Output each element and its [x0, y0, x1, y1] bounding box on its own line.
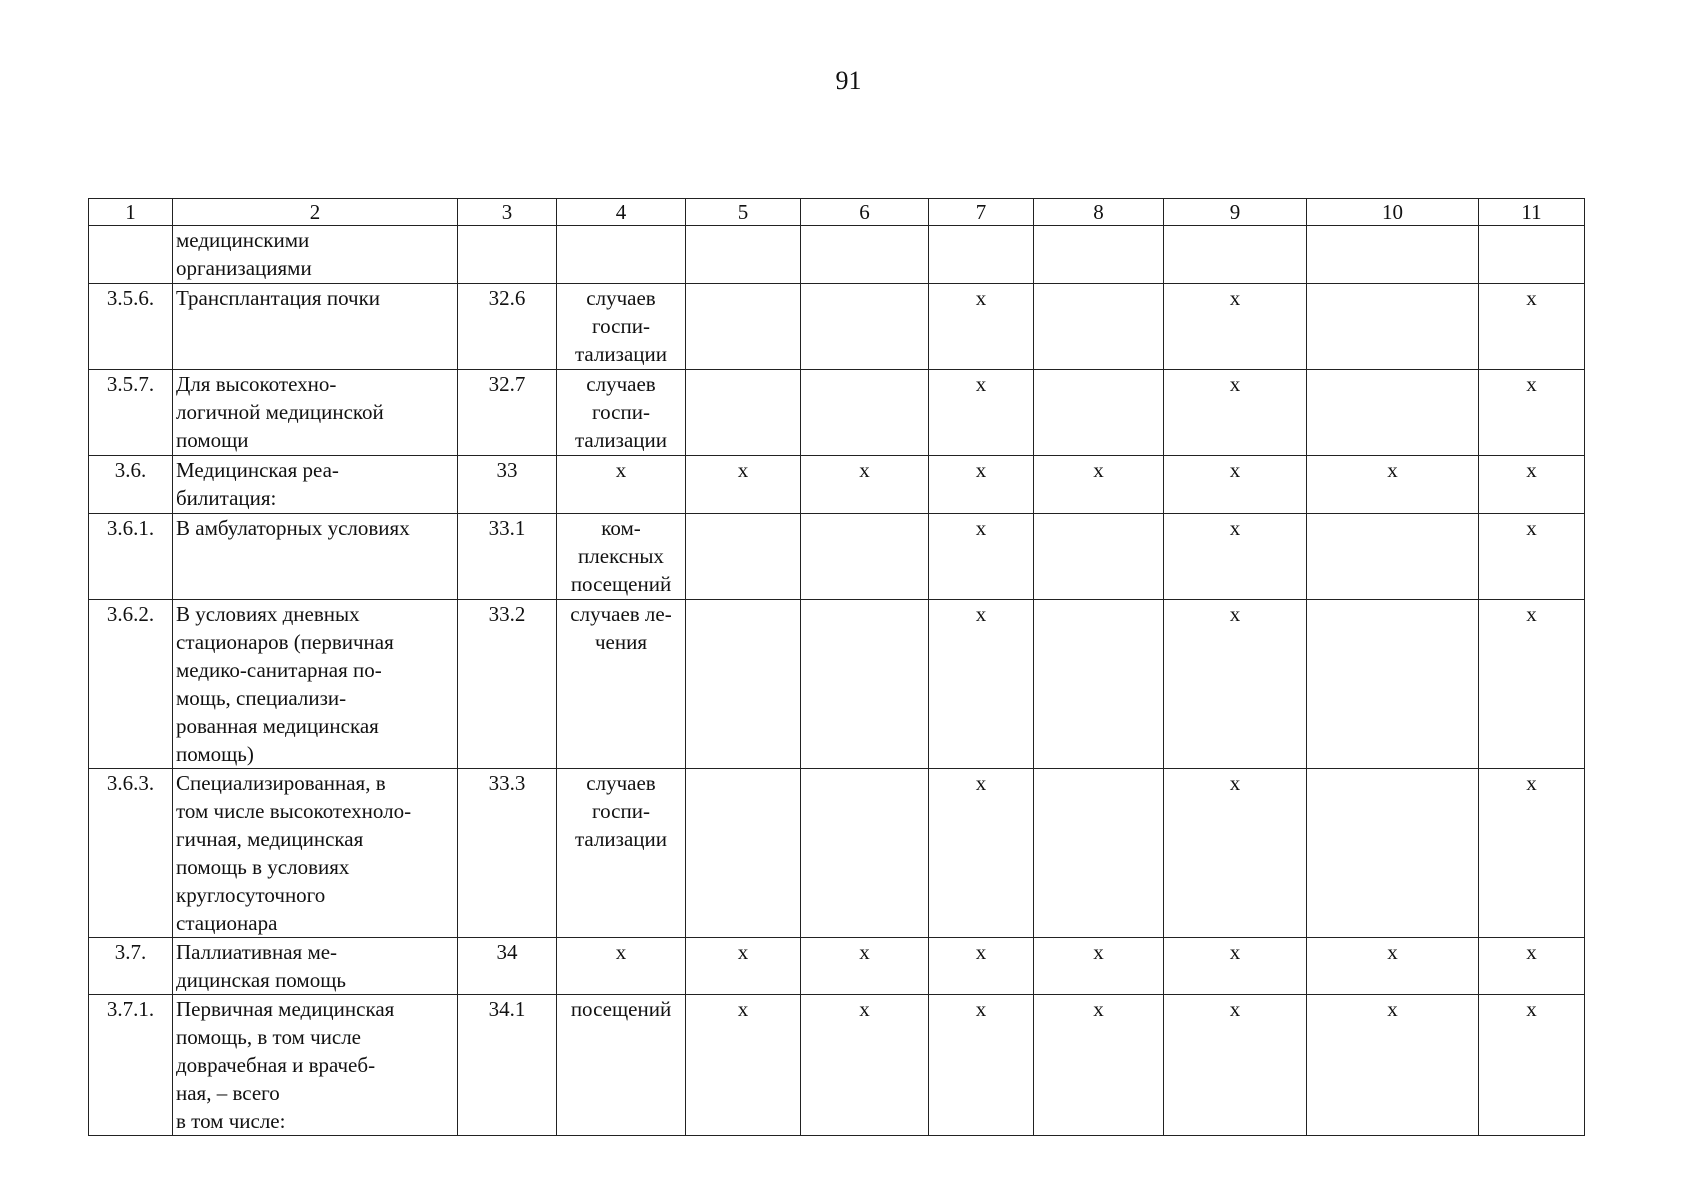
table-cell-col-1-number: 3.6.1. — [89, 514, 173, 600]
table-cell-col-4-unit: х — [557, 938, 686, 995]
header-cell-7: 7 — [929, 199, 1034, 226]
table-cell-col-6 — [801, 284, 929, 370]
table-cell-col-7: х — [929, 370, 1034, 456]
table-cell-col-2-name: Для высокотехно- логичной медицинской помощи — [173, 370, 458, 456]
table-row — [89, 514, 1585, 600]
table-cell-col-4-unit: случаев госпи- тализации — [557, 284, 686, 370]
table-cell-col-11: х — [1479, 995, 1585, 1136]
table-row — [89, 995, 1585, 1136]
table-row — [89, 284, 1585, 370]
table-cell-col-10: х — [1307, 995, 1479, 1136]
table-cell-col-10: х — [1307, 456, 1479, 514]
table-cell-col-2-name: Паллиативная ме- дицинская помощь — [173, 938, 458, 995]
table-cell-col-4-unit: ком- плексных посещений — [557, 514, 686, 600]
table-cell-col-6 — [801, 514, 929, 600]
table-cell-col-10 — [1307, 769, 1479, 938]
table-cell-col-7: х — [929, 514, 1034, 600]
table-cell-col-10 — [1307, 600, 1479, 769]
table-cell-col-3-line: 33 — [458, 456, 557, 514]
table-cell-col-5 — [686, 226, 801, 284]
table-cell-col-2-name: В условиях дневных стационаров (первичная медико-санитарная по- мощь, специализи- рованная медицинская помощь) — [173, 600, 458, 769]
page-number: 91 — [835, 66, 862, 95]
header-cell-1: 1 — [89, 199, 173, 226]
header-cell-11: 11 — [1479, 199, 1585, 226]
table-cell-col-7: х — [929, 769, 1034, 938]
table-cell-col-8 — [1034, 226, 1164, 284]
table-cell-col-7: х — [929, 938, 1034, 995]
table-cell-col-8 — [1034, 769, 1164, 938]
table-cell-col-3-line: 33.3 — [458, 769, 557, 938]
table-cell-col-6: х — [801, 456, 929, 514]
table-header-row — [89, 199, 1585, 226]
table-cell-col-2-name: Первичная медицинская помощь, в том числе доврачебная и врачеб- ная, – всего в том числе: — [173, 995, 458, 1136]
table-cell-col-3-line: 32.7 — [458, 370, 557, 456]
table-cell-col-4-unit: посещений — [557, 995, 686, 1136]
table-cell-col-11 — [1479, 226, 1585, 284]
table-cell-col-8 — [1034, 514, 1164, 600]
table-cell-col-10 — [1307, 514, 1479, 600]
header-cell-5: 5 — [686, 199, 801, 226]
table-cell-col-4-unit: случаев ле- чения — [557, 600, 686, 769]
table-cell-col-4-unit: случаев госпи- тализации — [557, 370, 686, 456]
header-cell-9: 9 — [1164, 199, 1307, 226]
table-cell-col-8: х — [1034, 995, 1164, 1136]
table-cell-col-1-number: 3.5.7. — [89, 370, 173, 456]
table-cell-col-3-line: 34.1 — [458, 995, 557, 1136]
table-cell-col-10: х — [1307, 938, 1479, 995]
table-cell-col-3-line — [458, 226, 557, 284]
table-cell-col-10 — [1307, 226, 1479, 284]
table-cell-col-1-number: 3.7. — [89, 938, 173, 995]
table-cell-col-9: х — [1164, 769, 1307, 938]
table-cell-col-5: х — [686, 995, 801, 1136]
table-cell-col-9: х — [1164, 600, 1307, 769]
table-cell-col-9: х — [1164, 514, 1307, 600]
table-cell-col-5: х — [686, 938, 801, 995]
table-cell-col-4-unit: х — [557, 456, 686, 514]
table-cell-col-5 — [686, 600, 801, 769]
header-cell-8: 8 — [1034, 199, 1164, 226]
table-cell-col-7: х — [929, 284, 1034, 370]
table-cell-col-5 — [686, 284, 801, 370]
table-cell-col-9: х — [1164, 995, 1307, 1136]
table-cell-col-10 — [1307, 284, 1479, 370]
table-cell-col-3-line: 33.2 — [458, 600, 557, 769]
table-cell-col-4-unit: случаев госпи- тализации — [557, 769, 686, 938]
table-cell-col-11: х — [1479, 769, 1585, 938]
table-cell-col-7: х — [929, 600, 1034, 769]
table-cell-col-7: х — [929, 456, 1034, 514]
table-cell-col-3-line: 32.6 — [458, 284, 557, 370]
table-cell-col-8: х — [1034, 938, 1164, 995]
table-cell-col-11: х — [1479, 514, 1585, 600]
data-table — [88, 198, 1585, 1136]
table-cell-col-1-number — [89, 226, 173, 284]
table-cell-col-3-line: 33.1 — [458, 514, 557, 600]
table-cell-col-11: х — [1479, 938, 1585, 995]
table-cell-col-5 — [686, 370, 801, 456]
table-cell-col-11: х — [1479, 600, 1585, 769]
table-row — [89, 370, 1585, 456]
table-cell-col-7: х — [929, 995, 1034, 1136]
table-cell-col-1-number: 3.6.2. — [89, 600, 173, 769]
table-cell-col-10 — [1307, 370, 1479, 456]
table-cell-col-2-name: Специализированная, в том числе высокотехноло- гичная, медицинская помощь в условиях круглосуточного стационара — [173, 769, 458, 938]
table-cell-col-6: х — [801, 995, 929, 1136]
table-cell-col-2-name: медицинскими организациями — [173, 226, 458, 284]
table-row — [89, 600, 1585, 769]
table-cell-col-6 — [801, 226, 929, 284]
table-cell-col-11: х — [1479, 370, 1585, 456]
table-cell-col-9: х — [1164, 938, 1307, 995]
table-cell-col-2-name: Трансплантация почки — [173, 284, 458, 370]
table-cell-col-1-number: 3.6.3. — [89, 769, 173, 938]
header-cell-10: 10 — [1307, 199, 1479, 226]
table-cell-col-7 — [929, 226, 1034, 284]
table-cell-col-9: х — [1164, 370, 1307, 456]
table-row — [89, 456, 1585, 514]
table-cell-col-9 — [1164, 226, 1307, 284]
table-cell-col-3-line: 34 — [458, 938, 557, 995]
table-cell-col-11: х — [1479, 284, 1585, 370]
header-cell-2: 2 — [173, 199, 458, 226]
table-cell-col-8 — [1034, 370, 1164, 456]
table-cell-col-6 — [801, 600, 929, 769]
header-cell-4: 4 — [557, 199, 686, 226]
table-cell-col-11: х — [1479, 456, 1585, 514]
table-cell-col-8 — [1034, 284, 1164, 370]
table-cell-col-5: х — [686, 456, 801, 514]
table-cell-col-5 — [686, 769, 801, 938]
table-cell-col-1-number: 3.7.1. — [89, 995, 173, 1136]
table-cell-col-9: х — [1164, 284, 1307, 370]
table-cell-col-1-number: 3.6. — [89, 456, 173, 514]
header-cell-6: 6 — [801, 199, 929, 226]
table-cell-col-1-number: 3.5.6. — [89, 284, 173, 370]
table-row — [89, 938, 1585, 995]
table-row — [89, 769, 1585, 938]
table-row — [89, 226, 1585, 284]
table-cell-col-2-name: Медицинская реа- билитация: — [173, 456, 458, 514]
table-cell-col-6 — [801, 370, 929, 456]
table-cell-col-9: х — [1164, 456, 1307, 514]
table-cell-col-6 — [801, 769, 929, 938]
table-cell-col-5 — [686, 514, 801, 600]
table-cell-col-8: х — [1034, 456, 1164, 514]
table-cell-col-2-name: В амбулаторных условиях — [173, 514, 458, 600]
table-cell-col-6: х — [801, 938, 929, 995]
header-cell-3: 3 — [458, 199, 557, 226]
table-cell-col-8 — [1034, 600, 1164, 769]
table-cell-col-4-unit — [557, 226, 686, 284]
